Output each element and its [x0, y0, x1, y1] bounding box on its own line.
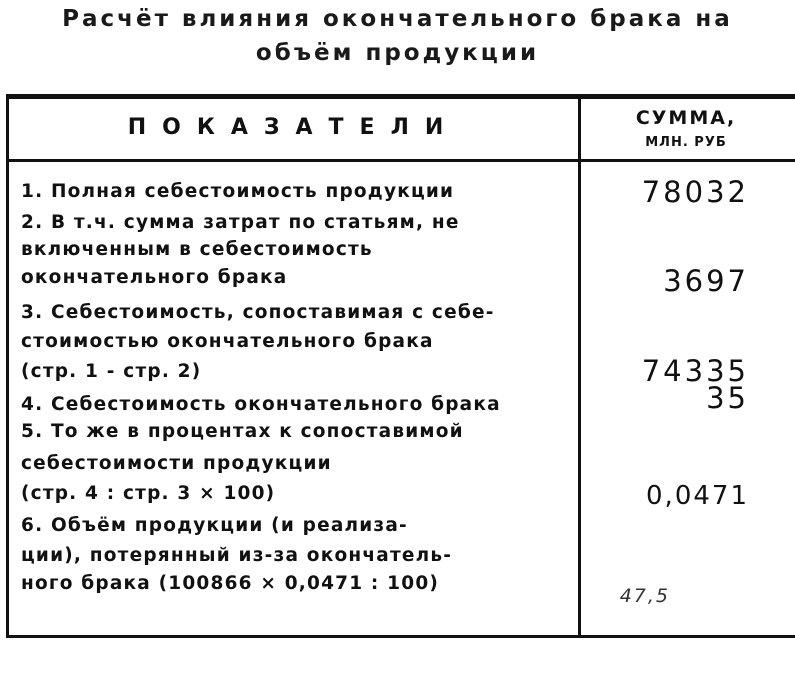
row-5-line-2: себестоимости продукции	[21, 453, 332, 474]
row-3-line-1: 3. Себестоимость, сопоставимая с себе-	[21, 302, 495, 323]
row-6-line-2: ции), потерянный из-за окончатель-	[21, 545, 453, 566]
row-4-value: 35	[706, 381, 749, 415]
header-indicators: ПОКАЗАТЕЛИ	[127, 115, 460, 140]
page-title-line-2: объём продукции	[255, 40, 540, 66]
row-1-value: 78032	[641, 175, 749, 209]
row-6-value-handwritten: 47,5	[619, 585, 670, 607]
row-1-line-1: 1. Полная себестоимость продукции	[21, 181, 455, 202]
row-2-value: 3697	[663, 264, 749, 298]
row-6-line-1: 6. Объём продукции (и реализа-	[21, 515, 408, 536]
row-3-line-3: (стр. 1 - стр. 2)	[21, 361, 202, 382]
row-4-line-1: 4. Себестоимость окончательного брака	[21, 394, 501, 415]
page-title-line-1: Расчёт влияния окончательного брака на	[62, 6, 733, 32]
row-5-value: 0,0471	[646, 481, 749, 511]
row-5-line-3: (стр. 4 : стр. 3 × 100)	[21, 483, 276, 504]
row-3-value: 74335	[641, 354, 749, 388]
header-divider	[9, 159, 795, 162]
row-2-line-2: включенным в себестоимость	[21, 239, 373, 260]
indicators-table	[6, 94, 795, 638]
row-3-line-2: стоимостью окончательного брака	[21, 331, 434, 352]
row-2-line-3: окончательного брака	[21, 267, 288, 288]
row-5-line-1: 5. То же в процентах к сопоставимой	[21, 421, 464, 442]
header-sum: СУММА,	[635, 107, 737, 129]
row-6-line-3: ного брака (100866 × 0,0471 : 100)	[21, 573, 440, 594]
row-2-line-1: 2. В т.ч. сумма затрат по статьям, не	[21, 212, 460, 233]
header-sum-unit: МЛН. РУБ	[645, 135, 727, 150]
column-divider	[578, 99, 581, 635]
